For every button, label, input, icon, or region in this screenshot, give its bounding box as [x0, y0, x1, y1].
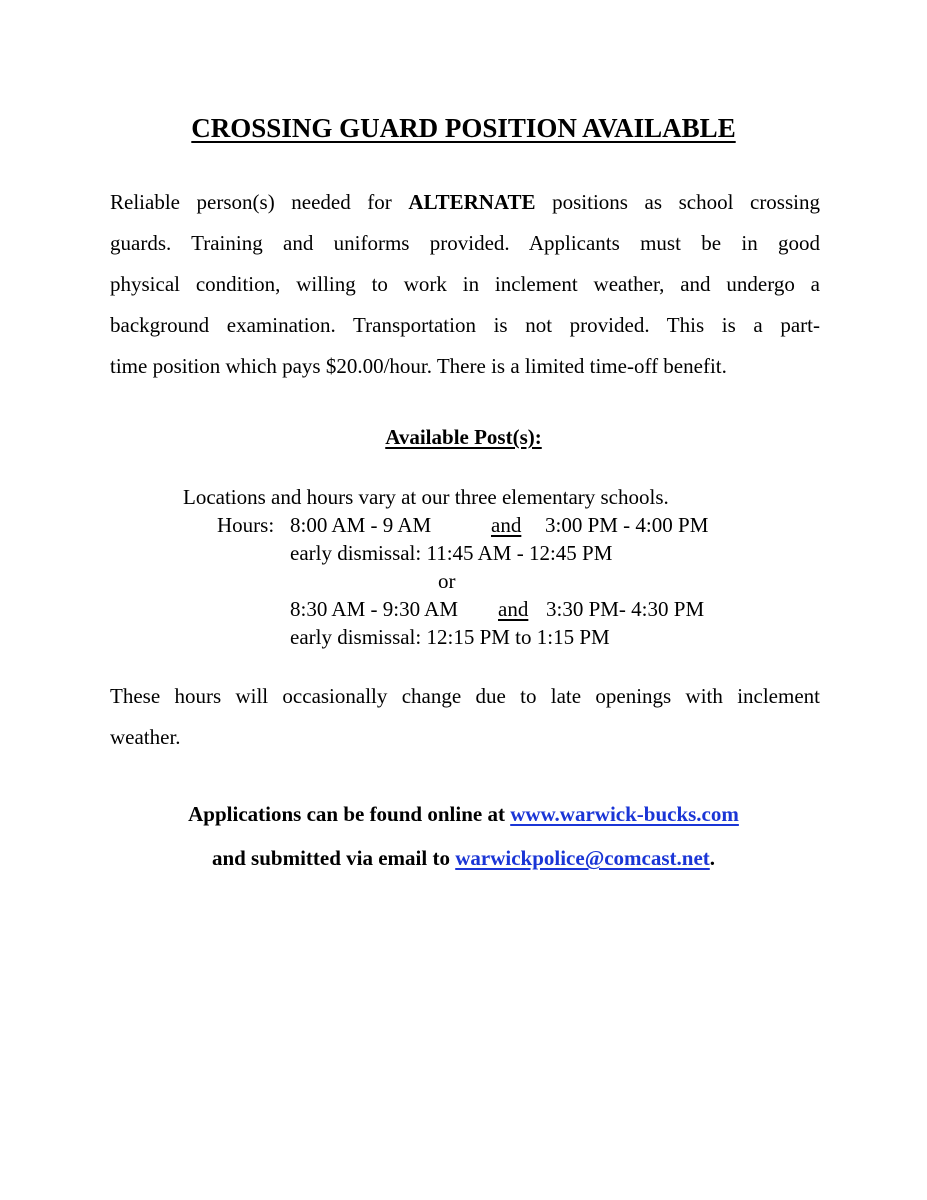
description-line-1-end: positions as school crossing — [535, 190, 820, 214]
applications-online-text: Applications can be found online at — [188, 802, 511, 826]
hours-label: Hours: — [217, 513, 275, 537]
description-line-1-start: Reliable person(s) needed for — [110, 190, 409, 214]
alternate-emphasis: ALTERNATE — [408, 190, 536, 214]
schedule-2-early-dismissal: early dismissal: 12:15 PM to 1:15 PM — [290, 625, 610, 649]
schedule-2-and: and — [498, 597, 529, 621]
description-line-1 — [110, 182, 820, 223]
closing-period: . — [709, 846, 716, 870]
submission-email-line — [0, 844, 927, 872]
schedule-separator: or — [438, 569, 456, 593]
schedule-2-morning: 8:30 AM - 9:30 AM — [290, 597, 459, 621]
schedule-1-and: and — [491, 513, 522, 537]
description-line-4: background examination. Transportation is not provided. This is a part- — [110, 313, 820, 337]
schedule-1-morning: 8:00 AM - 9 AM — [290, 513, 432, 537]
email-link[interactable]: warwickpolice@comcast.net — [455, 846, 710, 870]
description-line-5: time position which pays $20.00/hour. There is a limited time-off benefit. — [110, 354, 727, 378]
submission-email-text: and submitted via email to — [211, 846, 456, 870]
locations-intro: Locations and hours vary at our three elementary schools. — [183, 485, 669, 509]
schedule-2-afternoon: 3:30 PM- 4:30 PM — [546, 597, 705, 621]
available-posts-heading: Available Post(s): — [385, 425, 542, 449]
job-description — [110, 182, 820, 387]
description-line-3: physical condition, willing to work in inclement weather, and undergo a — [110, 272, 820, 296]
applications-online-line — [0, 800, 927, 828]
note-line-2: weather. — [110, 725, 181, 749]
description-line-2: guards. Training and uniforms provided. Applicants must be in good — [110, 231, 820, 255]
note-line-1: These hours will occasionally change due to late openings with inclement — [110, 684, 820, 708]
page-title: CROSSING GUARD POSITION AVAILABLE — [191, 113, 736, 143]
schedule-1-early-dismissal: early dismissal: 11:45 AM - 12:45 PM — [290, 541, 613, 565]
schedule-note — [110, 676, 820, 758]
schedule-1-afternoon: 3:00 PM - 4:00 PM — [545, 513, 709, 537]
website-link[interactable]: www.warwick-bucks.com — [510, 802, 739, 826]
